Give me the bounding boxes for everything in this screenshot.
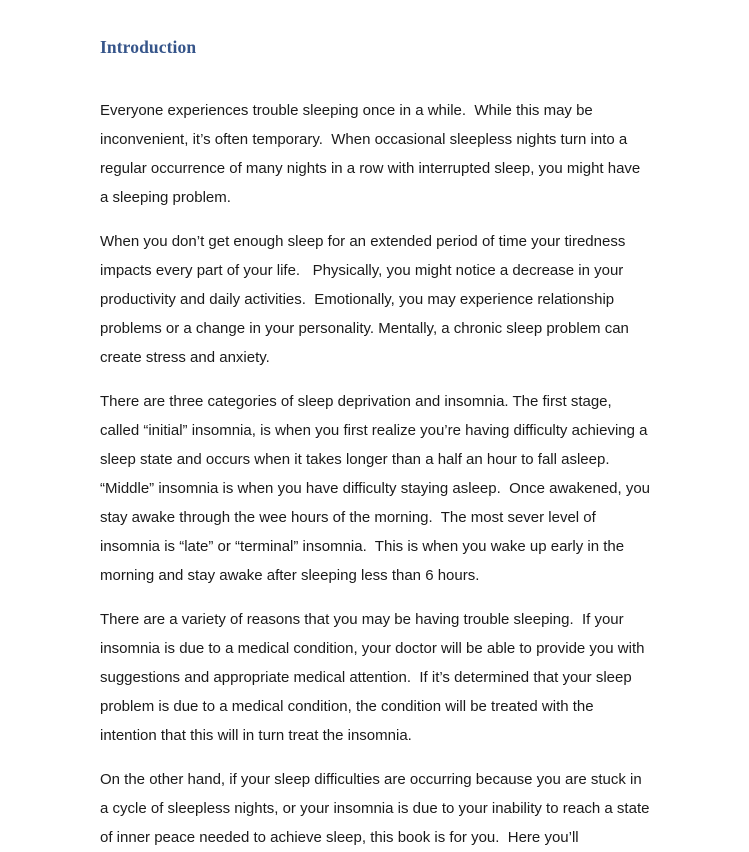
paragraph: There are three categories of sleep deprivation and insomnia. The first stage, called “initial” insomnia, is when you first realize you’re having difficulty achieving a sleep state and occurs when it takes longer than a half an hour to fall asleep. “Middle” insomnia is when you have difficulty staying asleep. Once awakened, you stay awake through the wee hours of the morning. The most sever level of insomnia is “late” or “terminal” insomnia. This is when you wake up early in the morning and stay awake after sleeping less than 6 hours. xyxy=(100,393,655,584)
paragraph: Everyone experiences trouble sleeping once in a while. While this may be inconvenient, it’s often temporary. When occasional sleepless nights turn into a regular occurrence of many nights in a row with interrupted sleep, you might have a sleeping problem. xyxy=(100,102,645,206)
page-title: Introduction xyxy=(100,37,197,57)
paragraph: When you don’t get enough sleep for an extended period of time your tiredness impacts every part of your life. Physically, you might notice a decrease in your productivity and daily activities. Emotionally, you may experience relationship problems or a change in your personality. Mentally, a chronic sleep problem can create stress and anxiety. xyxy=(100,233,634,366)
paragraph: On the other hand, if your sleep difficulties are occurring because you are stuck in a cycle of sleepless nights, or your insomnia is due to your inability to reach a state of inner peace needed to achieve sleep, this book is for you. Here you’ll xyxy=(100,771,654,846)
document-content-column xyxy=(100,36,655,852)
paragraph: There are a variety of reasons that you may be having trouble sleeping. If your insomnia is due to a medical condition, your doctor will be able to provide you with suggestions and appropriate medical attention. If it’s determined that your sleep problem is due to a medical condition, the condition will be treated with the intention that this will in turn treat the insomnia. xyxy=(100,611,649,744)
body-text-block xyxy=(100,96,655,852)
